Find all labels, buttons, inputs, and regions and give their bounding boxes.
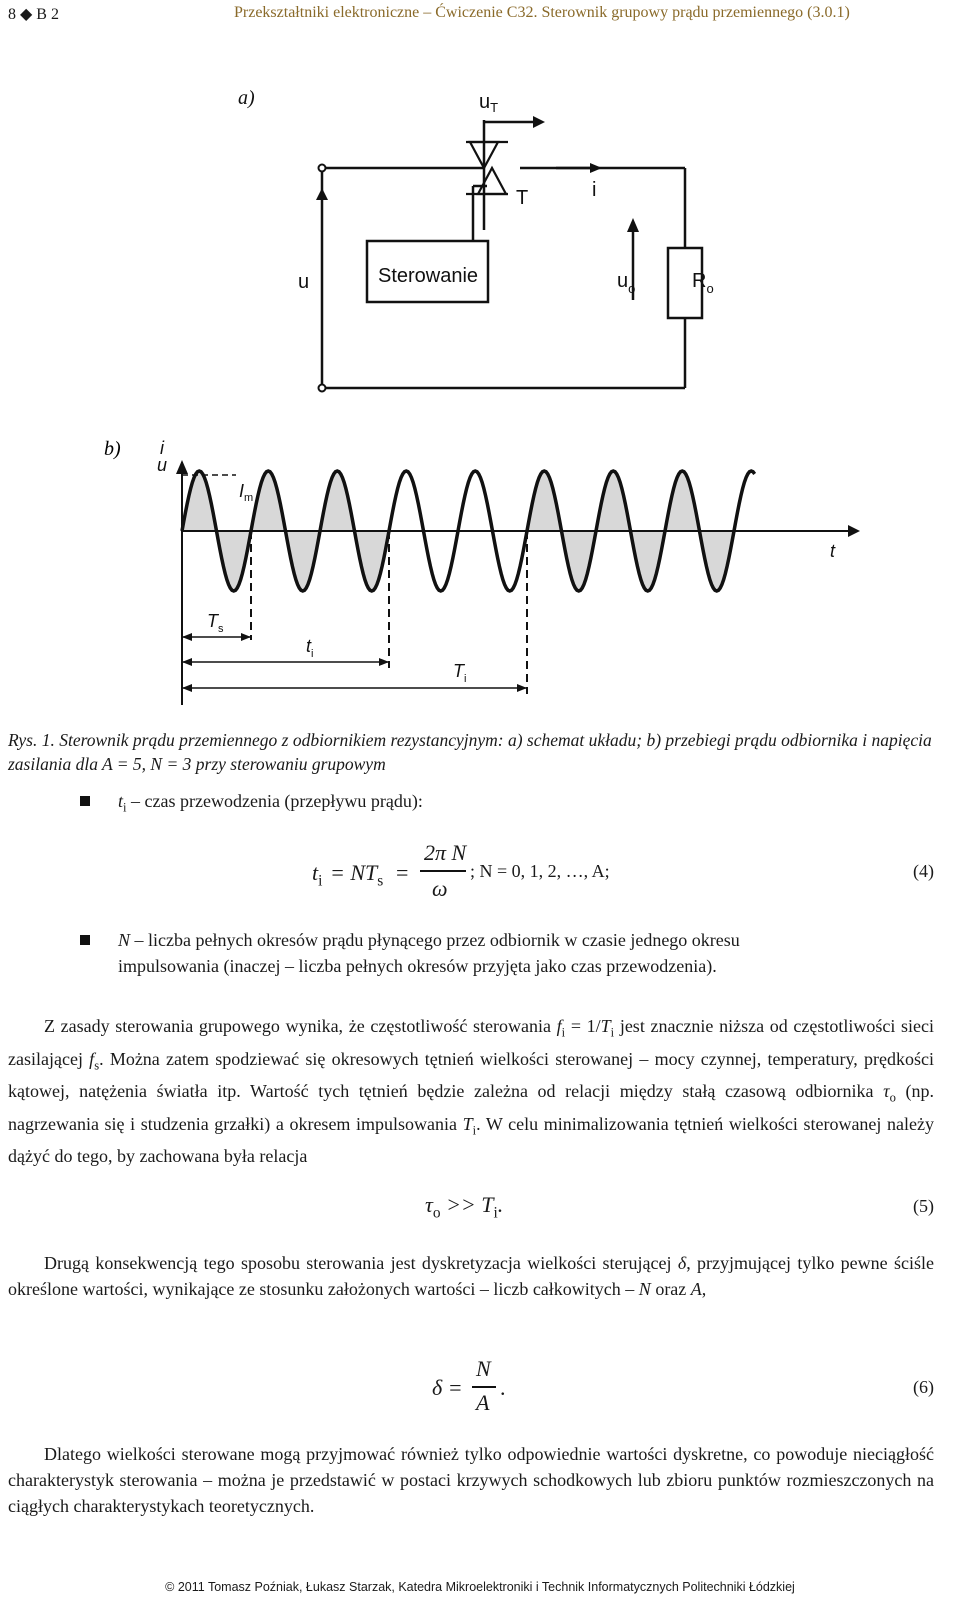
figure	[0, 0, 960, 720]
eq4-den: ω	[432, 876, 448, 901]
bullet-marker	[80, 796, 90, 806]
Ti-label: $T_i$	[453, 661, 467, 685]
eq4-number: (4)	[913, 861, 934, 881]
ti-dimension-head-right	[379, 658, 389, 666]
ut-label: $u_T$	[479, 91, 499, 115]
eq4-mid: = $NT_s$	[330, 860, 384, 890]
y-axis-arrow	[176, 460, 188, 474]
eq6-den: A	[476, 1390, 490, 1415]
uo-label: $u_o$	[617, 270, 636, 296]
eq6-number: (6)	[913, 1377, 934, 1397]
paragraph-1: Z zasady sterowania grupowego wynika, że częstotliwość sterowania $f_i = 1/T_i$ jest znacznie niższa od częstotliwości sieci zasilającej $f_s$. Można zatem spodziewać się okresowych tętnień wielkości sterowanej – mocy czynnej, temperatury, prędkości kątowej, natężenia światła itp. Wartość tych tętnień będzie zależna od relacji między stałą czasową odbiornika $\tau_o$ (np. nagrzewania się i studzenia grzałki) a okresem impulsowania $T_i$. W celu minimalizowania tętnień wielkości sterowanej należy dążyć do tego, by zachowana była relacja	[8, 1016, 935, 1167]
header-title: Przekształtniki elektroniczne – Ćwiczenie C32. Sterownik grupowy prądu przemiennego (3.0.1)	[234, 4, 850, 21]
eq4-num: 2π N	[424, 840, 467, 865]
eq4-tail: ; N = 0, 1, 2, …, A;	[470, 861, 610, 881]
Ti-dimension-head-left	[182, 684, 192, 692]
Ti-dimension-head-right	[517, 684, 527, 692]
u-arrow-head	[316, 188, 328, 200]
current-arrow-head	[590, 163, 602, 173]
paragraph-3: Dlatego wielkości sterowane mogą przyjmować również tylko odpowiednie wartości dyskretne, co powoduje nieciągłość charakterystyk sterowania – można je przedstawić w postaci krzywych schodkowych lub zbioru punktów rozmieszczonych na ciągłych charakterystykach teoretycznych.	[8, 1444, 934, 1516]
bullet-N: N – liczba pełnych okresów prądu płynącego przez odbiornik w czasie jednego okresu impulsowania (inaczej – liczba pełnych okresów przyjęta jako czas przewodzenia).	[118, 930, 740, 976]
axis-u-label: u	[157, 455, 168, 475]
ts-label: $T_s$	[207, 611, 224, 635]
eq4-fraction-bar	[420, 870, 466, 872]
page-number: 8 ◆ B 2	[8, 6, 59, 23]
t-axis-arrow	[848, 525, 860, 537]
eq6-end: .	[500, 1375, 506, 1400]
ro-label: $R_o$	[692, 270, 714, 296]
control-label: Sterowanie	[378, 265, 479, 287]
eq6-lhs: δ =	[432, 1375, 463, 1400]
ti-label: $t_i$	[306, 636, 314, 660]
paragraph-2: Drugą konsekwencją tego sposobu sterowania jest dyskretyzacja wielkości sterującej δ, przyjmującej tylko pewne ściśle określone wartości, wynikające ze stosunku założonych wartości – liczb całkowitych – N oraz A,	[8, 1253, 934, 1299]
panel-b-label: b)	[104, 438, 121, 460]
eq6-num: N	[476, 1356, 491, 1381]
voltage-label: u	[298, 271, 310, 293]
ts-dimension-head-left	[182, 633, 192, 641]
eq6-fraction-bar	[472, 1386, 496, 1388]
current-label: i	[592, 179, 597, 201]
eq4-eq: =	[396, 860, 409, 885]
bullet-ti: $t_i$ – czas przewodzenia (przepływu prądu):	[118, 791, 423, 815]
triac-label: T	[516, 187, 529, 209]
figure-caption: Rys. 1. Sterownik prądu przemiennego z odbiornikiem rezystancyjnym: a) schemat układu; b) przebiegi prądu odbiornika i napięcia zasilania dla A = 5, N = 3 przy sterowaniu grupowym	[8, 730, 932, 774]
waveform-plot	[104, 438, 860, 705]
eq5: $\tau_o >> T_i$.	[425, 1192, 504, 1222]
im-label: $I_m$	[239, 481, 254, 504]
axis-i-label: i	[160, 438, 164, 458]
ti-dimension-head-left	[182, 658, 192, 666]
eq5-number: (5)	[913, 1196, 934, 1216]
bullet-marker	[80, 935, 90, 945]
uo-arrow-head	[627, 218, 639, 232]
footer: © 2011 Tomasz Poźniak, Łukasz Starzak, Katedra Mikroelektroniki i Technik Informatycznych Politechniki Łódzkiej	[165, 1580, 795, 1594]
eq4-lhs: $t_i$	[312, 860, 323, 890]
axis-t-label: t	[830, 541, 836, 561]
ts-dimension-head-right	[241, 633, 251, 641]
panel-a-label: a)	[238, 87, 255, 109]
ut-arrow-head	[533, 116, 545, 128]
